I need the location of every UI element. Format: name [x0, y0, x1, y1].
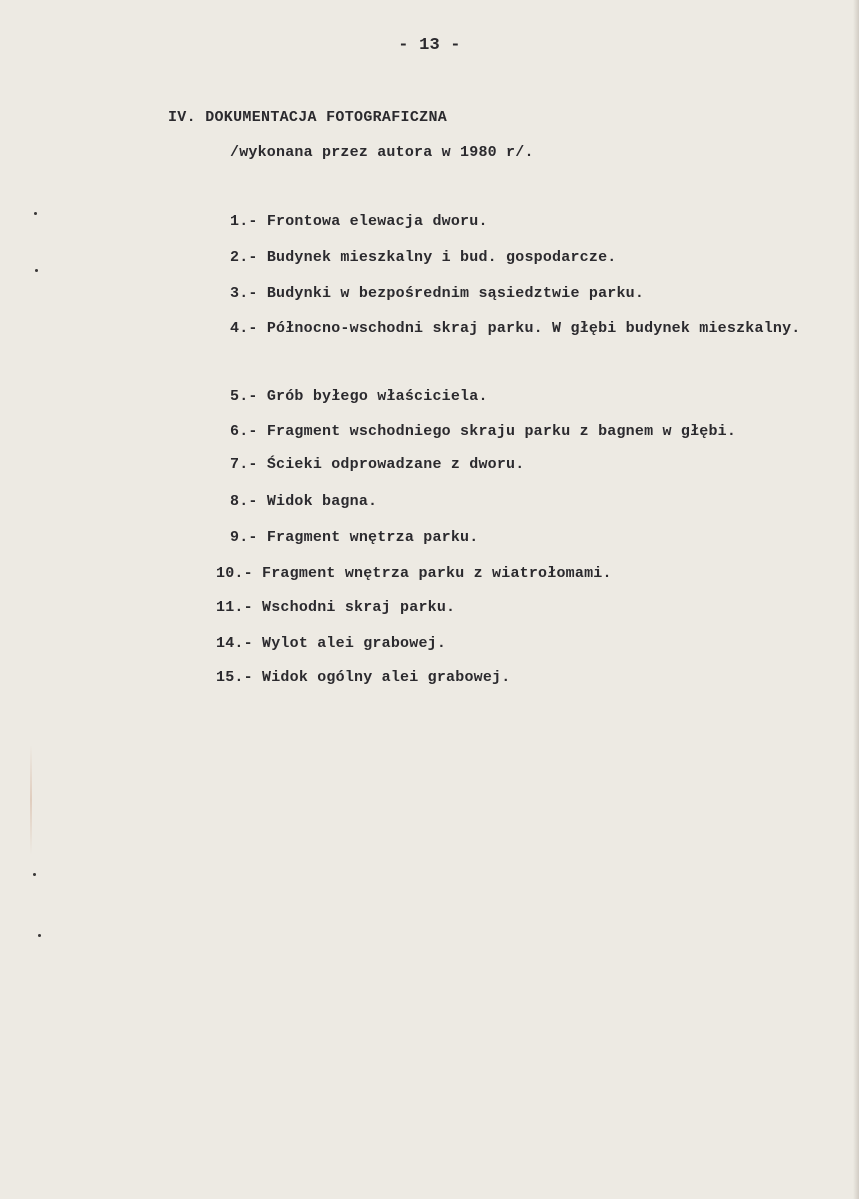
- photo-item: [230, 451, 810, 479]
- photo-number: 14.-: [216, 635, 263, 652]
- photo-caption: Budynki w bezpośrednim sąsiedztwie parku.: [266, 285, 645, 302]
- photo-caption: Budynek mieszkalny i bud. gospodarcze.: [266, 249, 617, 266]
- photo-item: [216, 594, 796, 622]
- photo-item: [230, 244, 810, 272]
- paper-edge-shadow: [853, 0, 859, 1199]
- photo-number: 9.-: [230, 529, 267, 546]
- photo-item: [230, 524, 810, 552]
- photo-number: 1.-: [230, 213, 267, 230]
- photo-item: [230, 314, 810, 344]
- photo-caption: Wschodni skraj parku.: [262, 599, 456, 616]
- punch-mark: [34, 212, 37, 215]
- photo-caption: Wylot alei grabowej.: [262, 635, 447, 652]
- photo-item: [216, 630, 796, 658]
- photo-caption: Północno-wschodni skraj parku. W głębi budynek mieszkalny.: [266, 320, 801, 337]
- punch-mark: [35, 269, 38, 272]
- photo-number: 6.-: [230, 423, 267, 440]
- photo-number: 2.-: [230, 249, 267, 266]
- photo-item: [230, 488, 810, 516]
- photo-caption: Fragment wschodniego skraju parku z bagnem w głębi.: [266, 423, 737, 440]
- photo-number: 10.-: [216, 565, 263, 582]
- punch-mark: [38, 934, 41, 937]
- photo-caption: Frontowa elewacja dworu.: [266, 213, 488, 230]
- photo-caption: Widok bagna.: [266, 493, 378, 510]
- section-subheading: /wykonana przez autora w 1980 r/.: [230, 144, 534, 161]
- photo-caption: Widok ogólny alei grabowej.: [262, 669, 511, 686]
- photo-item: [230, 383, 810, 411]
- photo-item: [230, 208, 810, 236]
- photo-item: [230, 280, 810, 308]
- photo-number: 3.-: [230, 285, 267, 302]
- photo-caption: Grób byłego właściciela.: [266, 388, 488, 405]
- photo-caption: Ścieki odprowadzane z dworu.: [266, 456, 525, 473]
- photo-item: [230, 418, 810, 446]
- photo-number: 7.-: [230, 456, 267, 473]
- page-number: - 13 -: [398, 36, 461, 55]
- photo-item: [216, 560, 796, 588]
- punch-mark: [33, 873, 36, 876]
- paper-stain: [30, 745, 32, 855]
- photo-caption: Fragment wnętrza parku z wiatrołomami.: [262, 565, 612, 582]
- section-heading: IV. DOKUMENTACJA FOTOGRAFICZNA: [168, 109, 448, 126]
- photo-number: 4.-: [230, 320, 267, 337]
- photo-item: [216, 664, 796, 692]
- photo-number: 8.-: [230, 493, 267, 510]
- photo-number: 5.-: [230, 388, 267, 405]
- photo-caption: Fragment wnętrza parku.: [266, 529, 479, 546]
- photo-number: 15.-: [216, 669, 263, 686]
- photo-number: 11.-: [216, 599, 263, 616]
